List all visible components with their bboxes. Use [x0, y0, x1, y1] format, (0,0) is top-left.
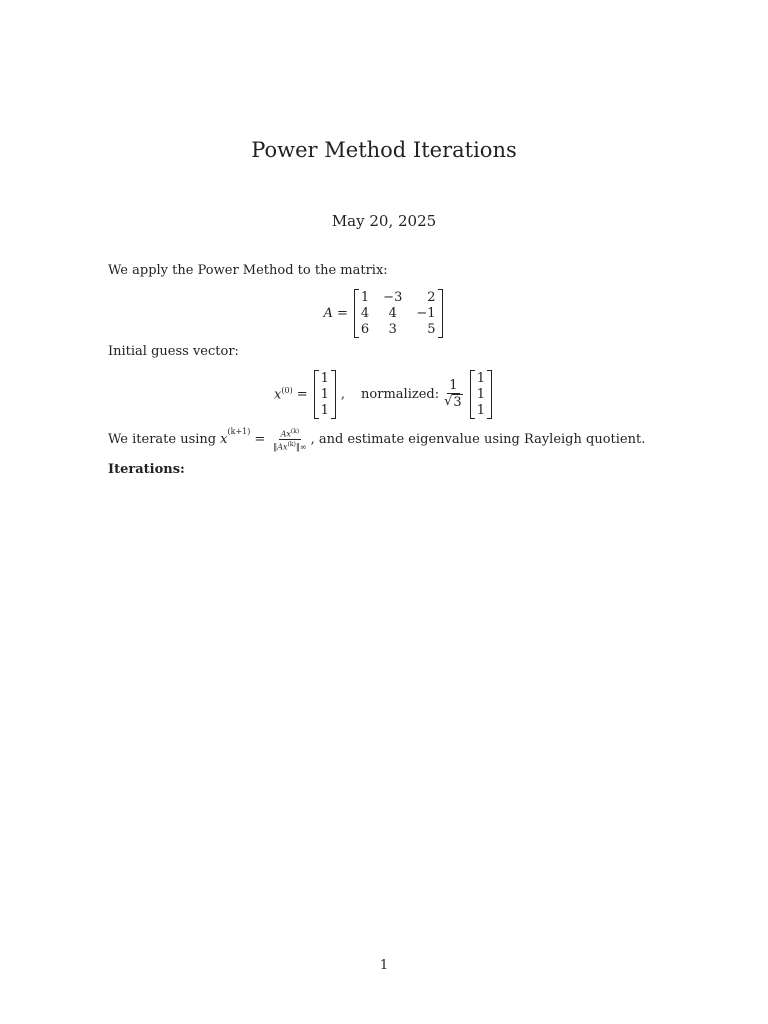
page-number: 1	[379, 958, 389, 973]
matrix-cell: 2	[427, 290, 436, 305]
iteration-fraction	[271, 427, 308, 451]
intro-paragraph: We apply the Power Method to the matrix:	[108, 263, 388, 278]
x0-label-group	[274, 386, 293, 402]
sqrt-expression	[444, 394, 463, 410]
iterate-prefix: We iterate using	[108, 431, 217, 447]
iteration-denominator-tail: ‖∞	[295, 442, 307, 452]
matrix-cell: 6	[360, 322, 370, 337]
vector-right-bracket	[331, 370, 336, 419]
matrix-a	[354, 289, 443, 338]
matrix-cell: −1	[416, 306, 436, 321]
sqrt-radicand: 3	[453, 395, 462, 410]
iteration-paragraph	[108, 427, 645, 451]
iteration-denominator	[271, 440, 308, 452]
vector-cell: 1	[320, 403, 329, 418]
matrix-cell: 4	[360, 306, 370, 321]
vector-cell: 1	[320, 387, 329, 402]
initial-guess-paragraph: Initial guess vector:	[108, 344, 239, 359]
matrix-equation	[0, 289, 768, 338]
iterate-lhs-superscript: (k+1)	[227, 427, 251, 436]
vector-cell: 1	[476, 403, 485, 418]
normalized-vector-grid	[475, 370, 487, 419]
iterate-equals: =	[254, 431, 266, 447]
vector-cell: 1	[476, 371, 485, 386]
x0-equals: =	[296, 387, 308, 402]
iteration-numerator	[279, 427, 302, 440]
normalization-fraction	[442, 379, 465, 410]
iteration-numerator-text: Ax	[280, 429, 291, 439]
matrix-grid	[359, 289, 438, 338]
x0-vector-grid	[319, 370, 331, 419]
vector-right-bracket	[487, 370, 492, 419]
fraction-denominator	[442, 394, 465, 410]
initial-vector-equation	[0, 370, 768, 419]
iteration-numerator-sup: (k)	[290, 428, 300, 435]
x0-label: x	[274, 387, 282, 403]
matrix-right-bracket	[438, 289, 443, 338]
normalized-vector	[470, 370, 492, 419]
matrix-cell: 3	[388, 322, 397, 337]
iterations-heading: Iterations:	[108, 462, 185, 477]
x0-vector	[314, 370, 336, 419]
iterate-lhs: x	[220, 431, 228, 447]
separator-comma: ,	[340, 387, 346, 402]
iterate-suffix: , and estimate eigenvalue using Rayleigh quotient.	[310, 431, 646, 447]
sqrt-symbol-icon: √	[444, 394, 453, 409]
iteration-denominator-sup: (k)	[287, 440, 296, 448]
x0-superscript: (0)	[281, 386, 293, 396]
normalized-label: normalized:	[361, 387, 440, 402]
matrix-cell: −3	[383, 290, 403, 305]
document-title: Power Method Iterations	[251, 138, 517, 162]
matrix-cell: 4	[388, 306, 397, 321]
matrix-label: A =	[323, 306, 348, 321]
vector-cell: 1	[476, 387, 485, 402]
iteration-denominator-text: ‖Ax	[273, 442, 288, 452]
document-date: May 20, 2025	[331, 212, 437, 230]
matrix-cell: 5	[427, 322, 436, 337]
matrix-cell: 1	[360, 290, 370, 305]
vector-cell: 1	[320, 371, 329, 386]
fraction-numerator: 1	[449, 378, 458, 393]
